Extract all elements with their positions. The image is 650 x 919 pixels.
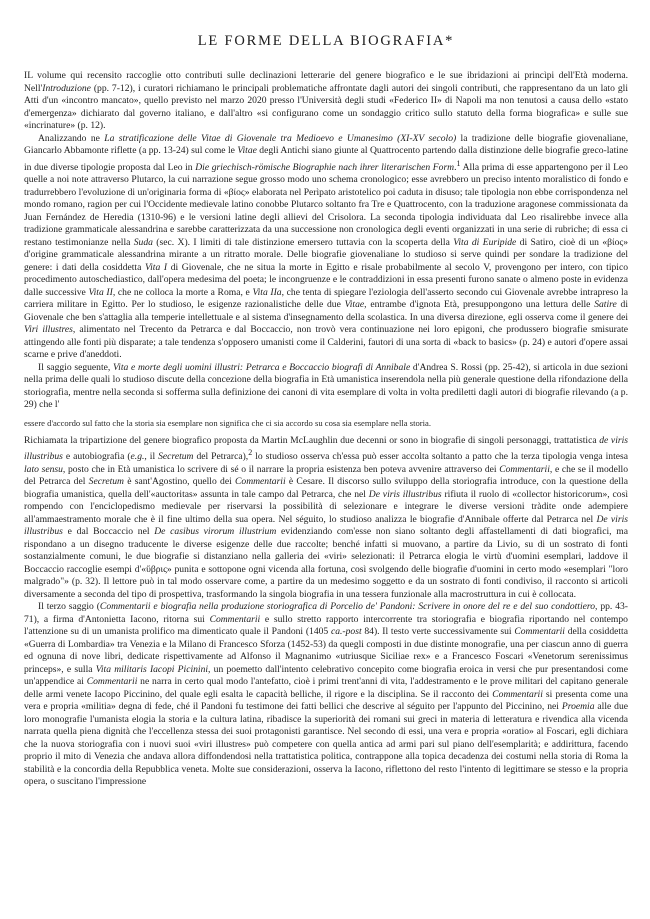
paragraph: Analizzando ne La stratificazione delle Vitae di Giovenale tra Medioevo e Umanesimo (XI-XV secolo) la tradizione delle biografie giovenaliane, Giancarlo Abbamonte riflette (a pp. 13-24) sul come le Vitae degli Antichi siano giunte al Quattrocento partendo dalla distinzione delle biografie greco-latine in due diverse tipologie proposta dal Leo in Die griechisch-römische Biographie nach ihrer literarischen Form.$^1$ Alla prima di esse appartengono per il Leo quelle a noi note attraverso Plutarco, la cui narrazione segue grosso modo uno schema cronologico; esse avrebbero un preciso intento moralistico di fondo e tradurrebbero l'evoluzione di un'originaria forma di «βίος» elaborata nel Perìpato aristotelico poi caduta in disuso; tale tipologia non ebbe corrispondenza nel mondo romano, ragion per cui l'Occidente medievale latino conobbe Plutarco soltanto fra Tre e Quattrocento, con la traduzione aragonese commissionata da Juan Fernández de Heredia (1310-96) e le versioni latine degli allievi del Crisolora. La seconda tipologia individuata dal Leo risalirebbe invece alla tradizione grammaticale alessandrina e sarebbe caratterizzata da una successione non cronologica degli eventi organizzati in una serie di rubriche; di essa ci restano testimonianze nella Suda (sec. X). I limiti di tale distinzione emersero tuttavia con la scoperta della Vita di Euripide di Satiro, cioè di un «βίος» d'origine grammaticale alessandrina mirante a un ritratto morale. Delle biografie giovenaliane lo studioso si serve quindi per sondare la tradizione del genere: i dati della cosiddetta Vita I di Giovenale, che ne situa la morte in Egitto e risale probabilmente al secolo V, provengono per intero, con tipico procedimento autoschediastico, dall'opera medesima del poeta; le incongruenze e le contraddizioni in essa presenti furono sanate o almeno poste in evidenza dalle successive Vita II, che ne colloca la morte a Roma, e Vita IIa, che tenta di spiegare l'eziologia dell'asserto secondo cui Giovenale avrebbe intrapreso la carriera militare in Egitto. Per lo studioso, le esigenze razionalistiche delle due Vitae, entrambe d'ignota Età, presuppongono una lettura delle Satire di Giovenale che ben s'attaglia alla temperie intellettuale e al sistema d'insegnamento della scolastica. In una diversa direzione, egli osserva come il genere dei Viri illustres, alimentato nel Trecento da Petrarca e dal Boccaccio, non trovò vera continuazione nei loro epigoni, che produssero biografie smisurate attingendo alle fonti più disparate; a tale tendenza s'opposero umanisti come il Calderini, fautori di una sorta di «back to basics» (p. 24) e autori d'opere assai scarne e prive d'aneddoti. (24, 132, 629, 361)
block-quote: essere d'accordo sul fatto che la storia sia esemplare non significa che ci sia accordo su cosa sia esemplare nella storia. (24, 417, 431, 428)
body-text-bottom (24, 435, 628, 789)
paragraph: Richiamata la tripartizione del genere biografico proposta da Martin McLaughlin due decenni or sono in biografie di singoli personaggi, trattatistica de viris illustribus e autobiografia (e.g., il Secretum del Petrarca),$^2$ lo studioso osserva ch'essa può esser accolta soltanto a patto che la terza tipologia venga intesa lato sensu, posto che in Età umanistica lo scrivere di sé o il narrare la propria esistenza ben poteva avvenire attraverso dei Commentarii, e che se il modello del Petrarca del Secretum è sant'Agostino, quello dei Commentarii è Cesare. Il discorso sullo sviluppo della storiografia introduce, con la questione della biografia umanistica, quella dell'«auctoritas» assunta in tale campo dal Petrarca, che nel De viris illustribus rifiuta il ruolo di «collector historicorum», così rompendo con l'enciclopedismo medievale per riservarsi la possibilità di selezionare e integrare le diverse versioni tràdite onde adempiere all'ammaestramento morale che è il fine ultimo della sua opera. Nel séguito, lo studioso analizza le biografie d'Annibale offerte dal Petrarca nel De viris illustribus e dal Boccaccio nel De casibus virorum illustrium evidenziando com'esse non siano soltanto degli affastellamenti di dati biografici, ma rispondano a un disegno traducente le diverse esigenze delle due raccolte; benché infatti si muovano, a partire da Livio, su di un sostrato di fonti sostanzialmente comuni, le due biografie si distanziano nella galleria dei «viri» selezionati: il Petrarca elogia le virtù d'uomini esemplari, laddove il Boccaccio raccoglie esempi d'«ὕβρις» punita e sottopone ogni vicenda alla fortuna, così svolgendo delle biografie d'uomini in certo modo «esemplari "loro malgrado"» (p. 32). Il lettore può in tal modo osservare come, a partire da un medesimo soggetto e da un sostrato di fonti condiviso, il racconto si articoli diversamente a seconda del tipo di prospettiva, trasformando la singola biografia in una tessera funzionale alla macrostruttura in cui è collocata. (24, 434, 629, 600)
body-text-top (24, 70, 628, 412)
paragraph: Il terzo saggio (Commentarii e biografia nella produzione storiografica di Porcelio de' Pandoni: Scrivere in onore del re e del suo condottiero, pp. 43-71), a firma d'Antonietta Iacono, ritorna sui Commentarii e sullo stretto rapporto intercorrente tra storiografia e biografia riportando nel contempo l'attenzione su di un umanista prolifico ma dimenticato quale il Pandoni (1405 ca.-post 84). Il testo verte successivamente sui Commentarii della cosiddetta «Guerra di Lombardia» tra Venezia e la Milano di Francesco Sforza (1452-53) da quegli composti in due distinte monografie, una per ciascun anno di guerra ed ognuna di nove libri, dedicate rispettivamente ad Alfonso il Magnanimo «utriusque Siciliae rex» e a Francesco Foscari «Venetorum serenissimus princeps», e sulla Vita militaris Iacopi Picinini, un poemetto dall'intento celebrativo concepito come biografia eroica in versi che pur presentandosi come un'appendice ai Commentarii ne narra in certo qual modo l'antefatto, cioè i primi trent'anni di vita, l'addestramento e le prove militari del capitano generale delle armi venete Iacopo Piccinino, del quale egli esalta le capacità belliche, il rigore e la disciplina. Se il racconto dei Commentarii si presenta come una vera e propria «militia» degna di fede, ché il Pandoni fu testimone dei fatti bellici che descrive al séguito per l'appunto del Piccinino, nei Proemia alle due loro monografie l'umanista elogia la storia e la cultura latina, ribadisce la superiorità dei romani sui greci in materia di letteratura e rivendica alla vicenda narrata quella piena dignità che l'eccellenza stessa dei suoi protagonisti garantisce. Nel secondo di essi, una vera e propria «oratio» al Foscari, egli dichiara che la nuova storiografia con i nuovi suoi «viri illustres» può competere con quella antica ad armi pari sul piano dell'esemplarità; e addirittura, facendo proprio il mito di Venezia che andava allora diffondendosi nella trattatistica politica, contrappone alla topica decadenza dei costumi nella storia di Roma la stabilità e la concordia della Repubblica veneta. Molte sue considerazioni, osserva la Iacono, riflettono del resto l'intento di legittimare se stesso e la propria opera, o suscitano l'impressione (24, 601, 628, 788)
paragraph: IL volume qui recensito raccoglie otto contributi sulle declinazioni letterarie del genere biografico e le sue ibridazioni ai princìpi dell'Età moderna. Nell'Introduzione (pp. 7-12), i curatori richiamano le principali problematiche affrontate dagli autori dei singoli contributi, che rappresentano da un lato gli Atti d'un «incontro mancato», quello previsto nel marzo 2020 presso l'Università degli studi «Federico II» di Napoli ma non tenutosi a causa dello «stato d'emergenza» dichiarato dal governo italiano, e dall'altro «si configurano come un sondaggio critico sullo statuto della forma biografica» e sulle sue «incrinature» (p. 12). (24, 70, 628, 131)
paragraph: Il saggio seguente, Vita e morte degli uomini illustri: Petrarca e Boccaccio biografi di Annibale d'Andrea S. Rossi (pp. 25-42), si articola in due sezioni nella prima delle quali lo studioso discute della concezione della biografia in Età umanistica inserendola nella più generale questione della rifondazione della storiografia, mentre nella seconda si sofferma sulla definizione dei canoni di vita esemplare di volta in volta prediletti dagli autori di biografie rilevando (a p. 29) che l' (24, 361, 628, 411)
article-title: LE FORME DELLA BIOGRAFIA* (197, 33, 455, 49)
